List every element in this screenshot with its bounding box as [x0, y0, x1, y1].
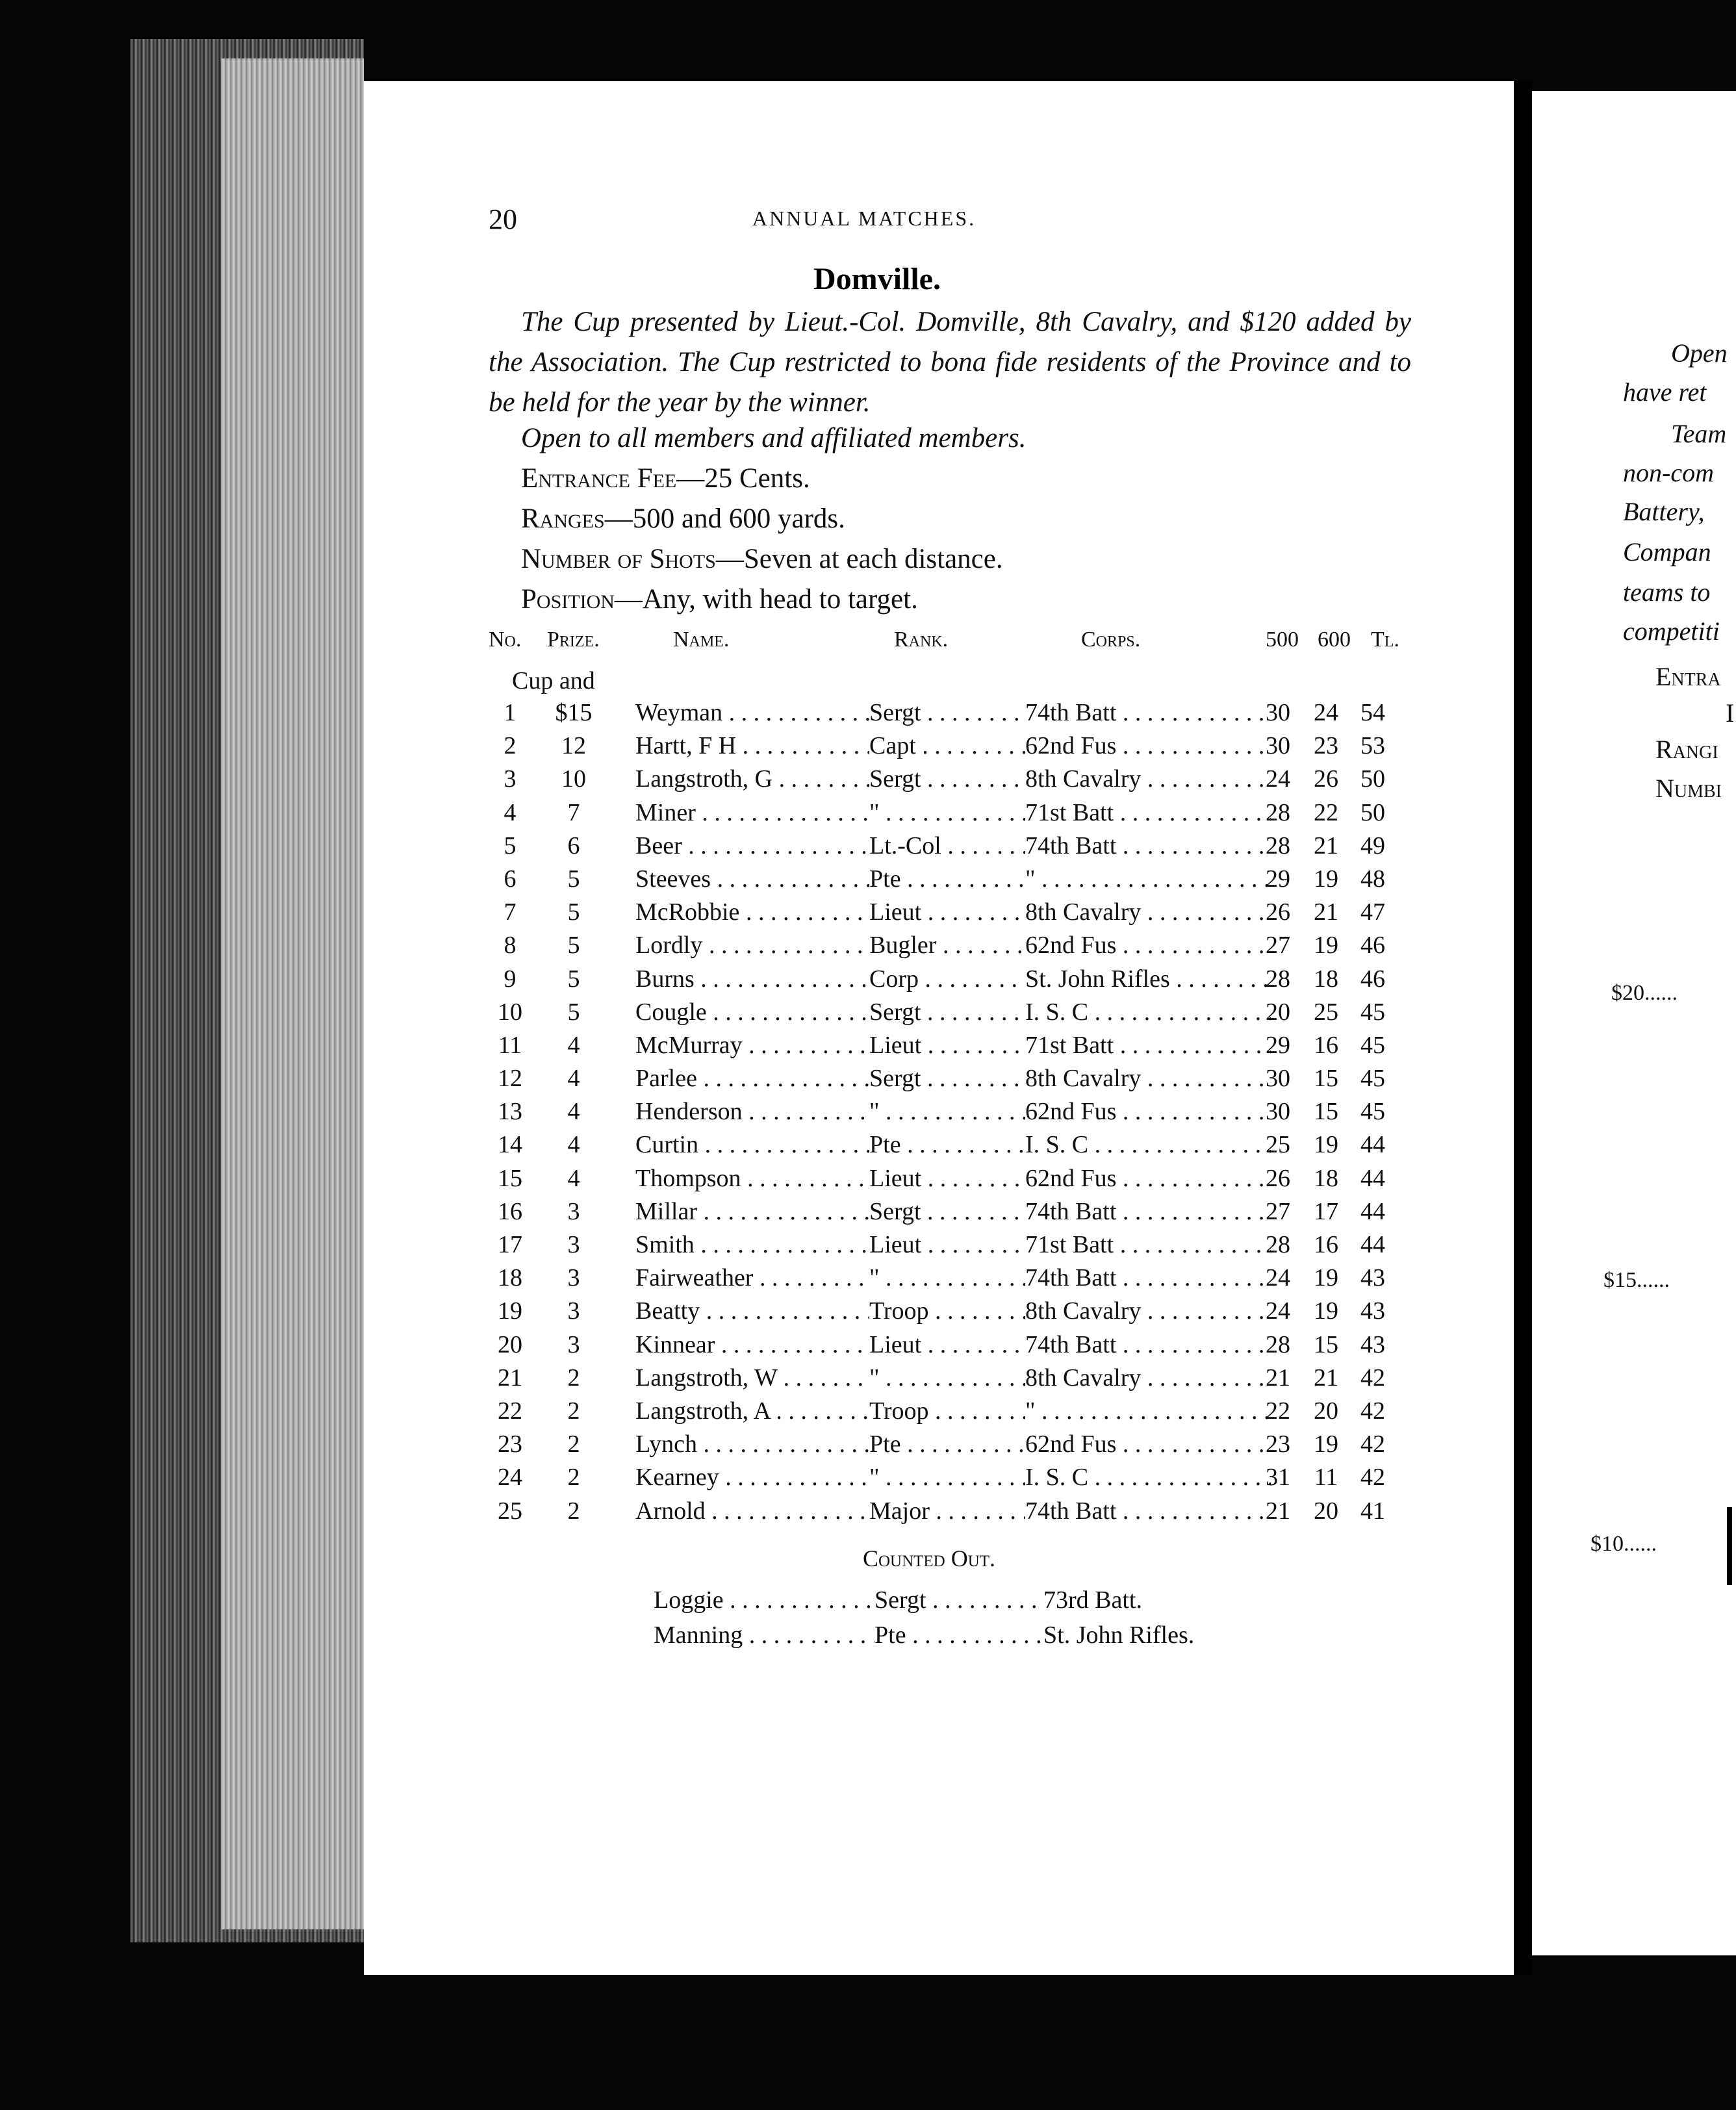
cell-prize: 2: [567, 1497, 580, 1525]
cell-prize: $15: [555, 699, 593, 726]
column-header-rank: Rank.: [894, 628, 949, 652]
cell-name: McMurray . . .: [635, 1029, 869, 1062]
cell-prize: 2: [567, 1464, 580, 1492]
right-page-line: teams to: [1623, 578, 1711, 607]
cell-score-500: 26: [1266, 898, 1290, 926]
cell-score-500: 28: [1266, 1330, 1290, 1358]
cell-corps: 71st Batt . . .: [1025, 1029, 1271, 1062]
cell-score-600: 19: [1314, 1264, 1338, 1292]
right-page-prize-line: $20......: [1611, 981, 1678, 1005]
cell-prize: 7: [567, 798, 580, 826]
cell-no: 11: [498, 1031, 522, 1059]
column-header-500: 500: [1266, 628, 1299, 652]
cell-total: 44: [1360, 1197, 1385, 1225]
table-row: [489, 763, 1424, 796]
cell-prize: 4: [567, 1065, 580, 1093]
cell-name: Arnold . . .: [635, 1495, 869, 1528]
cell-score-500: 29: [1266, 865, 1290, 893]
cell-corps: 62nd Fus . . .: [1025, 1095, 1271, 1128]
cell-name: Langstroth, G . . .: [635, 763, 869, 796]
book-gutter: [1514, 81, 1532, 1975]
condition-ranges: Ranges—500 and 600 yards.: [521, 503, 845, 534]
table-row: [489, 1328, 1424, 1362]
right-page-prize-line: $15......: [1603, 1268, 1670, 1292]
cell-score-600: 21: [1314, 1364, 1338, 1392]
cell-total: 44: [1360, 1131, 1385, 1159]
cell-total: 41: [1360, 1497, 1385, 1525]
cell-corps: 74th Batt . . .: [1025, 830, 1271, 863]
cell-name: Beatty . . .: [635, 1295, 869, 1328]
cell-prize: 5: [567, 865, 580, 893]
cell-name: Cougle . . .: [635, 996, 869, 1029]
cell-corps: 8th Cavalry . . .: [1025, 1362, 1271, 1395]
cell-rank: Corp . . .: [869, 963, 1025, 996]
cell-corps: " . . .: [1025, 863, 1271, 896]
right-page-line: Rangi: [1655, 735, 1718, 764]
column-header-prize: Prize.: [547, 628, 600, 652]
cell-rank: Capt . . .: [869, 730, 1025, 763]
cell-no: 13: [498, 1098, 522, 1126]
cell-rank: Troop . . .: [869, 1295, 1025, 1328]
cell-name: Burns . . .: [635, 963, 869, 996]
table-row: [489, 963, 1424, 996]
cell-total: 50: [1360, 765, 1385, 793]
table-row: [489, 1062, 1424, 1095]
cell-score-600: 22: [1314, 798, 1338, 826]
cell-no: 14: [498, 1131, 522, 1159]
cell-score-500: 30: [1266, 1065, 1290, 1093]
cell-total: 49: [1360, 832, 1385, 859]
column-header-no: No.: [489, 628, 522, 652]
condition-entrance-fee: Entrance Fee—25 Cents.: [521, 463, 810, 494]
cell-rank: Pte . . .: [869, 863, 1025, 896]
cell-score-500: 30: [1266, 1098, 1290, 1126]
right-page-line: Numbi: [1655, 774, 1722, 803]
right-page-line: Battery,: [1623, 497, 1705, 526]
cell-no: 19: [498, 1297, 522, 1325]
cell-name: Henderson . . .: [635, 1095, 869, 1128]
cell-corps: 74th Batt . . .: [1025, 1495, 1271, 1528]
cell-total: 42: [1360, 1464, 1385, 1492]
table-row: [489, 1162, 1424, 1195]
cell-corps: I. S. C . . .: [1025, 1128, 1271, 1162]
cell-score-600: 24: [1314, 699, 1338, 726]
cell-no: 1: [504, 699, 517, 726]
cell-prize: 12: [561, 732, 586, 760]
cell-score-500: 24: [1266, 1297, 1290, 1325]
table-row: [489, 796, 1424, 830]
cell-score-500: 31: [1266, 1464, 1290, 1492]
cell-total: 44: [1360, 1231, 1385, 1258]
cell-score-600: 18: [1314, 965, 1338, 993]
cell-score-500: 26: [1266, 1164, 1290, 1192]
table-row: [489, 730, 1424, 763]
cell-total: 50: [1360, 798, 1385, 826]
cell-score-500: 23: [1266, 1430, 1290, 1458]
cell-corps: 8th Cavalry . . .: [1025, 1062, 1271, 1095]
cell-total: 42: [1360, 1397, 1385, 1425]
results-table: [489, 696, 1424, 1528]
cell-rank: Lieut . . .: [869, 1328, 1025, 1362]
cell-score-500: 24: [1266, 765, 1290, 793]
cell-score-600: 18: [1314, 1164, 1338, 1192]
condition-position: Position—Any, with head to target.: [521, 584, 918, 615]
cell-score-500: 28: [1266, 965, 1290, 993]
cell-prize: 5: [567, 932, 580, 960]
cell-rank: Bugler . . .: [869, 929, 1025, 962]
cell-rank: Lieut . . .: [869, 896, 1025, 929]
cell-no: 8: [504, 932, 517, 960]
cell-prize: 5: [567, 898, 580, 926]
cell-no: 21: [498, 1364, 522, 1392]
page-number: 20: [489, 203, 517, 235]
cell-name: Smith . . .: [635, 1228, 869, 1262]
cell-corps: 74th Batt . . .: [1025, 1262, 1271, 1295]
right-page-line: have ret: [1623, 377, 1707, 407]
cell-prize: 4: [567, 1164, 580, 1192]
cell-total: 43: [1360, 1330, 1385, 1358]
cell-rank: Lieut . . .: [869, 1162, 1025, 1195]
table-row: [489, 996, 1424, 1029]
cell-prize: 5: [567, 998, 580, 1026]
cell-score-600: 21: [1314, 832, 1338, 859]
cell-no: 7: [504, 898, 517, 926]
cell-score-500: 20: [1266, 998, 1290, 1026]
cell-prize: 3: [567, 1231, 580, 1258]
cell-corps: 74th Batt . . .: [1025, 696, 1271, 730]
cell-score-600: 20: [1314, 1497, 1338, 1525]
cell-no: 9: [504, 965, 517, 993]
right-page-line: Team: [1671, 419, 1727, 448]
cell-name: Kearney . . .: [635, 1461, 869, 1494]
cell-rank: Lieut . . .: [869, 1029, 1025, 1062]
cell-no: 16: [498, 1197, 522, 1225]
match-description: The Cup presented by Lieut.-Col. Domville, 8th Cavalry, and $120 added by the Association. The Cup restricted to bona fide residents of the Province and to be held for the year by the winner.: [489, 307, 1411, 418]
cell-name: Langstroth, W . . .: [635, 1362, 869, 1395]
cell-prize: 2: [567, 1430, 580, 1458]
cell-corps: 8th Cavalry . . .: [1025, 896, 1271, 929]
cell-prize: 2: [567, 1364, 580, 1392]
cell-rank: " . . .: [869, 796, 1025, 830]
cell-score-600: 15: [1314, 1098, 1338, 1126]
cell-name: Weyman . . .: [635, 696, 869, 730]
cell-score-500: 21: [1266, 1497, 1290, 1525]
cell-rank: " . . .: [869, 1461, 1025, 1494]
cell-total: 43: [1360, 1264, 1385, 1292]
running-title: ANNUAL MATCHES.: [752, 207, 976, 230]
cell-corps: " . . .: [1025, 1395, 1271, 1428]
cell-prize: 5: [567, 965, 580, 993]
cell-no: 23: [498, 1430, 522, 1458]
table-row: [489, 696, 1424, 730]
cell-score-600: 19: [1314, 1297, 1338, 1325]
cell-corps: St. John Rifles . . .: [1025, 963, 1271, 996]
cell-no: 18: [498, 1264, 522, 1292]
right-page-line: Entra: [1655, 662, 1721, 691]
cell-score-600: 23: [1314, 732, 1338, 760]
cell-prize: 3: [567, 1297, 580, 1325]
cell-no: 10: [498, 998, 522, 1026]
prize-subheader: Cup and: [512, 667, 595, 694]
cell-prize: 10: [561, 765, 586, 793]
cell-score-500: 28: [1266, 1231, 1290, 1258]
cell-name: Parlee . . .: [635, 1062, 869, 1095]
cell-total: 42: [1360, 1364, 1385, 1392]
table-row: [489, 1295, 1424, 1328]
cell-no: 15: [498, 1164, 522, 1192]
right-page-line: Open: [1671, 338, 1728, 368]
cell-name: Hartt, F H . . .: [635, 730, 869, 763]
table-row: [489, 1428, 1424, 1461]
condition-number-of-shots: Number of Shots—Seven at each distance.: [521, 544, 1003, 574]
right-page-fragment: [1532, 91, 1736, 1955]
eligibility-line: Open to all members and affiliated members.: [521, 423, 1027, 453]
cell-name: Langstroth, A . . .: [635, 1395, 869, 1428]
cell-prize: 6: [567, 832, 580, 859]
column-header-total: Tl.: [1371, 628, 1399, 652]
counted-name: Manning . . .: [654, 1618, 874, 1653]
cell-score-500: 21: [1266, 1364, 1290, 1392]
cell-rank: Sergt . . .: [869, 1195, 1025, 1228]
counted-corps: 73rd Batt.: [1043, 1586, 1142, 1614]
cell-name: Kinnear . . .: [635, 1328, 869, 1362]
cell-score-500: 28: [1266, 798, 1290, 826]
cell-total: 47: [1360, 898, 1385, 926]
counted-out-list: [654, 1582, 1238, 1653]
cell-no: 2: [504, 732, 517, 760]
cell-corps: 8th Cavalry . . .: [1025, 763, 1271, 796]
cell-total: 46: [1360, 932, 1385, 960]
counted-corps: St. John Rifles.: [1043, 1621, 1195, 1649]
table-row: [489, 1495, 1424, 1528]
cell-no: 5: [504, 832, 517, 859]
cell-no: 24: [498, 1464, 522, 1492]
cell-prize: 4: [567, 1031, 580, 1059]
table-row: [489, 1029, 1424, 1062]
right-page-line: Compan: [1623, 537, 1711, 566]
cell-rank: Pte . . .: [869, 1128, 1025, 1162]
cell-no: 12: [498, 1065, 522, 1093]
cell-score-500: 25: [1266, 1131, 1290, 1159]
cell-name: Thompson . . .: [635, 1162, 869, 1195]
table-row: [489, 1095, 1424, 1128]
cell-name: Steeves . . .: [635, 863, 869, 896]
cell-corps: 62nd Fus . . .: [1025, 1162, 1271, 1195]
cell-corps: 71st Batt . . .: [1025, 796, 1271, 830]
book-page-edges-inner: [221, 58, 364, 1929]
cell-no: 22: [498, 1397, 522, 1425]
cell-total: 44: [1360, 1164, 1385, 1192]
cell-total: 43: [1360, 1297, 1385, 1325]
cell-score-600: 15: [1314, 1330, 1338, 1358]
table-row: [489, 1461, 1424, 1494]
cell-name: Lynch . . .: [635, 1428, 869, 1461]
cell-score-500: 27: [1266, 1197, 1290, 1225]
cell-score-500: 24: [1266, 1264, 1290, 1292]
cell-score-600: 19: [1314, 1131, 1338, 1159]
cell-total: 45: [1360, 998, 1385, 1026]
cell-name: Lordly . . .: [635, 929, 869, 962]
table-row: [489, 1395, 1424, 1428]
right-page-prize-line: $10......: [1590, 1532, 1657, 1556]
column-header-name: Name.: [673, 628, 730, 652]
cell-corps: 71st Batt . . .: [1025, 1228, 1271, 1262]
cell-corps: I. S. C . . .: [1025, 1461, 1271, 1494]
table-row: [489, 1262, 1424, 1295]
cell-name: Fairweather . . .: [635, 1262, 869, 1295]
cell-score-600: 16: [1314, 1231, 1338, 1258]
cell-name: McRobbie . . .: [635, 896, 869, 929]
cell-rank: " . . .: [869, 1262, 1025, 1295]
counted-out-row: [654, 1582, 1238, 1618]
cell-score-600: 26: [1314, 765, 1338, 793]
cell-score-600: 19: [1314, 932, 1338, 960]
cell-prize: 3: [567, 1330, 580, 1358]
counted-out-row: [654, 1618, 1238, 1653]
cell-total: 45: [1360, 1065, 1385, 1093]
counted-out-title: Counted Out.: [862, 1545, 996, 1571]
match-title: Domville.: [813, 262, 941, 296]
table-row: [489, 1128, 1424, 1162]
cell-rank: Sergt . . .: [869, 1062, 1025, 1095]
cell-score-600: 19: [1314, 1430, 1338, 1458]
cell-no: 20: [498, 1330, 522, 1358]
table-row: [489, 1195, 1424, 1228]
cell-total: 54: [1360, 699, 1385, 726]
cell-corps: I. S. C . . .: [1025, 996, 1271, 1029]
cell-name: Millar . . .: [635, 1195, 869, 1228]
right-page-bracket: [1727, 1507, 1732, 1585]
cell-no: 25: [498, 1497, 522, 1525]
right-page-line: I: [1726, 698, 1735, 728]
cell-total: 46: [1360, 965, 1385, 993]
counted-name: Loggie . . .: [654, 1582, 874, 1618]
cell-no: 4: [504, 798, 517, 826]
cell-score-500: 30: [1266, 732, 1290, 760]
cell-no: 3: [504, 765, 517, 793]
cell-corps: 62nd Fus . . .: [1025, 929, 1271, 962]
table-row: [489, 896, 1424, 929]
cell-score-500: 29: [1266, 1031, 1290, 1059]
column-header-corps: Corps.: [1081, 628, 1141, 652]
cell-total: 48: [1360, 865, 1385, 893]
cell-score-600: 19: [1314, 865, 1338, 893]
column-header-600: 600: [1318, 628, 1351, 652]
cell-corps: 62nd Fus . . .: [1025, 730, 1271, 763]
table-row: [489, 1228, 1424, 1262]
cell-rank: Lieut . . .: [869, 1228, 1025, 1262]
cell-name: Curtin . . .: [635, 1128, 869, 1162]
cell-total: 45: [1360, 1031, 1385, 1059]
cell-corps: 74th Batt . . .: [1025, 1328, 1271, 1362]
cell-total: 53: [1360, 732, 1385, 760]
cell-rank: " . . .: [869, 1095, 1025, 1128]
cell-corps: 62nd Fus . . .: [1025, 1428, 1271, 1461]
cell-prize: 3: [567, 1264, 580, 1292]
cell-name: Beer . . .: [635, 830, 869, 863]
table-row: [489, 1362, 1424, 1395]
cell-score-600: 15: [1314, 1065, 1338, 1093]
table-row: [489, 929, 1424, 962]
right-page-line: non-com: [1623, 458, 1714, 487]
cell-rank: Sergt . . .: [869, 696, 1025, 730]
cell-prize: 4: [567, 1131, 580, 1159]
cell-prize: 3: [567, 1197, 580, 1225]
cell-rank: Sergt . . .: [869, 763, 1025, 796]
cell-score-500: 28: [1266, 832, 1290, 859]
cell-total: 45: [1360, 1098, 1385, 1126]
cell-score-500: 22: [1266, 1397, 1290, 1425]
cell-rank: Pte . . .: [869, 1428, 1025, 1461]
cell-score-600: 25: [1314, 998, 1338, 1026]
cell-corps: 8th Cavalry . . .: [1025, 1295, 1271, 1328]
cell-rank: Lt.-Col . . .: [869, 830, 1025, 863]
cell-score-600: 11: [1314, 1464, 1338, 1492]
cell-no: 6: [504, 865, 517, 893]
cell-score-600: 16: [1314, 1031, 1338, 1059]
cell-score-600: 21: [1314, 898, 1338, 926]
cell-rank: Troop . . .: [869, 1395, 1025, 1428]
cell-rank: " . . .: [869, 1362, 1025, 1395]
counted-rank: Pte . . .: [874, 1618, 1043, 1653]
right-page-line: competiti: [1623, 616, 1720, 646]
cell-score-600: 20: [1314, 1397, 1338, 1425]
cell-rank: Major . . .: [869, 1495, 1025, 1528]
cell-total: 42: [1360, 1430, 1385, 1458]
counted-rank: Sergt . . .: [874, 1582, 1043, 1618]
cell-score-500: 27: [1266, 932, 1290, 960]
cell-no: 17: [498, 1231, 522, 1258]
cell-score-500: 30: [1266, 699, 1290, 726]
cell-prize: 2: [567, 1397, 580, 1425]
cell-corps: 74th Batt . . .: [1025, 1195, 1271, 1228]
cell-score-600: 17: [1314, 1197, 1338, 1225]
table-row: [489, 830, 1424, 863]
cell-name: Miner . . .: [635, 796, 869, 830]
cell-prize: 4: [567, 1098, 580, 1126]
cell-rank: Sergt . . .: [869, 996, 1025, 1029]
table-row: [489, 863, 1424, 896]
